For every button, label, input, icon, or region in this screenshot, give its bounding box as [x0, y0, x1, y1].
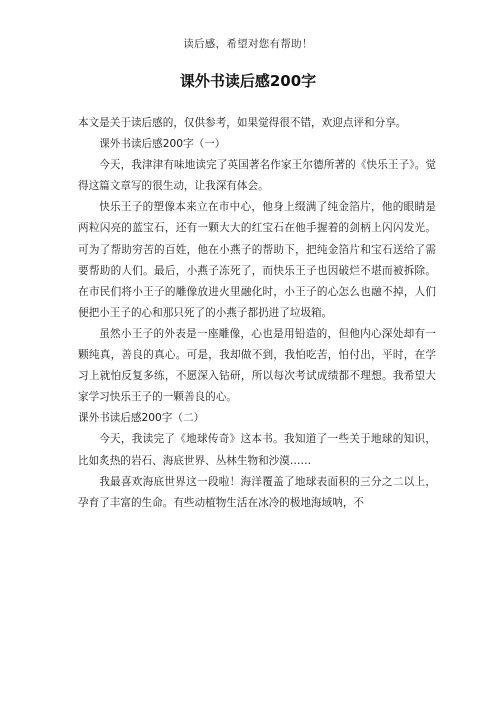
section1-paragraph-3: 虽然小王子的外表是一座雕像，心也是用铅造的，但他内心深处却有一颗纯真，善良的真心。可是，我却做不到，我怕吃苦，怕付出，平时，在学习上就怕反复多练，不愿深入钻研，所以每次考试成绩都不理想。我希望大家学习快乐王子的一颗善良的心。 — [78, 327, 436, 404]
section-heading-1: 课外书读后感200字（一） — [99, 138, 226, 151]
section2-paragraph-1: 今天，我读完了《地球传奇》这本书。我知道了一些关于地球的知识，比如炙热的岩石、海底世界、丛林生物和沙漠…… — [78, 433, 436, 467]
document-body — [78, 113, 436, 514]
section2-paragraph-2: 我最喜欢海底世界这一段啦！海洋覆盖了地球表面积的三分之二以上，孕育了丰富的生命。有些动植物生活在冰冷的极地海域呐，不 — [78, 475, 436, 509]
section-heading-2: 课外书读后感200字（二） — [78, 412, 205, 425]
header-note: 读后感，希望对您有帮助！ — [183, 38, 313, 50]
section1-paragraph-1: 今天，我津津有味地读完了英国著名作家王尔德所著的《快乐王子》。觉得这篇文章写的很生动，让我深有体会。 — [78, 159, 436, 193]
intro-paragraph: 本文是关于读后感的，仅供参考，如果觉得很不错，欢迎点评和分享。 — [78, 117, 407, 129]
section1-paragraph-2: 快乐王子的塑像本来立在市中心，他身上缀满了纯金箔片，他的眼睛是两粒闪亮的蓝宝石，还有一颗大大的红宝石在他手握着的剑柄上闪闪发光。可为了帮助穷苦的百姓，他在小燕子的帮助下，把纯金箔片和宝石送给了需要帮助的人们。最后，小燕子冻死了，而快乐王子也因破烂不堪而被拆除。在市民们将小王子的雕像放进火里融化时，小王子的心怎么也融不掉，人们便把小王子的心和那只死了的小燕子都扔进了垃圾箱。 — [78, 201, 436, 319]
document-title: 课外书读后感200字 — [179, 72, 317, 90]
